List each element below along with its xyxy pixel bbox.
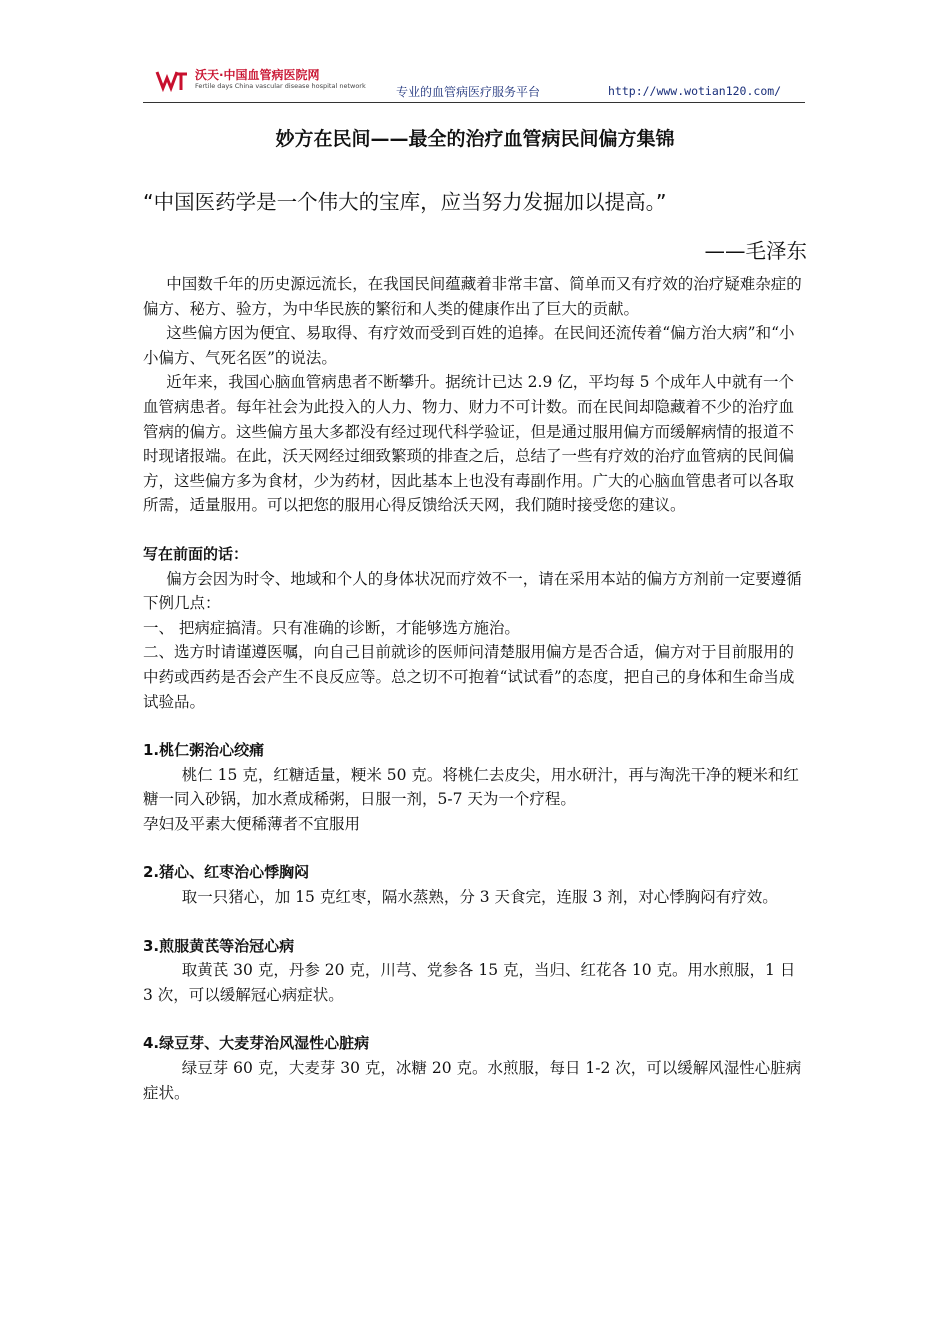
remedy-note: 孕妇及平素大便稀薄者不宜服用 bbox=[143, 814, 361, 833]
remedy-heading: 2.猪心、红枣治心悸胸闷 bbox=[143, 863, 310, 882]
quote-text: “中国医药学是一个伟大的宝库，应当努力发掘加以提高。” bbox=[143, 190, 667, 214]
remedy-text: 绿豆芽 60 克，大麦芽 30 克，冰糖 20 克。水煎服，每日 1-2 次，可以缓解风湿性心脏病症状。 bbox=[143, 1059, 802, 1102]
page-header bbox=[143, 64, 805, 103]
remedy-heading: 1.桃仁粥治心绞痛 bbox=[143, 741, 265, 760]
preface-lead: 偏方会因为时令、地域和个人的身体状况而疗效不一，请在采用本站的偏方方剂前一定要遵循下例几点： bbox=[143, 569, 802, 613]
remedy-text: 取一只猪心，加 15 克红枣，隔水蒸熟，分 3 天食完，连服 3 剂，对心悸胸闷有疗效。 bbox=[181, 888, 778, 907]
intro-paragraph: 中国数千年的历史源远流长，在我国民间蕴藏着非常丰富、简单而又有疗效的治疗疑难杂症的偏方、秘方、验方，为中华民族的繁衍和人类的健康作出了巨大的贡献。 bbox=[143, 275, 802, 318]
remedy-text: 桃仁 15 克，红糖适量，粳米 50 克。将桃仁去皮尖，用水研汁，再与淘洗干净的粳米和红糖一同入砂锅，加水煮成稀粥，日服一剂，5-7 天为一个疗程。 bbox=[143, 765, 799, 809]
logo-subtext: Fertile days China vascular disease hospital network bbox=[195, 82, 366, 90]
logo-text: 沃天·中国血管病医院网 bbox=[195, 68, 320, 82]
remedy-heading: 3.煎服黄芪等治冠心病 bbox=[143, 936, 295, 955]
remedy-text: 取黄芪 30 克，丹参 20 克，川芎、党参各 15 克，当归、红花各 10 克。用水煎服，1 日 3 次，可以缓解冠心病症状。 bbox=[143, 961, 796, 1004]
site-url-link[interactable]: http://www.wotian120.com/ bbox=[608, 84, 782, 98]
site-logo[interactable] bbox=[155, 66, 366, 96]
remedy-heading: 4.绿豆芽、大麦芽治风湿性心脏病 bbox=[143, 1034, 370, 1053]
document-body bbox=[143, 272, 807, 1105]
intro-paragraph: 这些偏方因为便宜、易取得、有疗效而受到百姓的追捧。在民间还流传着“偏方治大病”和“小小偏方、气死名医”的说法。 bbox=[143, 324, 795, 367]
preface-point: 一、 把病症搞清。只有准确的诊断，才能够选方施治。 bbox=[143, 618, 520, 637]
site-tagline: 专业的血管病医疗服务平台 bbox=[396, 85, 541, 99]
preface-heading: 写在前面的话： bbox=[143, 544, 249, 563]
quote-author: ——毛泽东 bbox=[704, 239, 807, 263]
logo-mark-icon bbox=[155, 68, 189, 92]
preface-point: 二、选方时请谨遵医嘱，向自己目前就诊的医师问清楚服用偏方是否合适，偏方对于目前服用的中药或西药是否会产生不良反应等。总之切不可抱着“试试看”的态度，把自己的身体和生命当成试验品。 bbox=[143, 643, 795, 711]
document-title: 妙方在民间——最全的治疗血管病民间偏方集锦 bbox=[275, 128, 675, 150]
intro-paragraph: 近年来，我国心脑血管病患者不断攀升。据统计已达 2.9 亿，平均每 5 个成年人中就有一个血管病患者。每年社会为此投入的人力、物力、财力不可计数。而在民间却隐藏着不少的治疗血管病的偏方。这些偏方虽大多都没有经过现代科学验证，但是通过服用偏方而缓解病情的报道不时现诸报端。在此，沃天网经过细致繁琐的排查之后，总结了一些有疗效的治疗血管病的民间偏方，这些偏方多为食材，少为药材，因此基本上也没有毒副作用。广大的心脑血管患者可以各取所需，适量服用。可以把您的服用心得反馈给沃天网，我们随时接受您的建议。 bbox=[143, 373, 795, 515]
